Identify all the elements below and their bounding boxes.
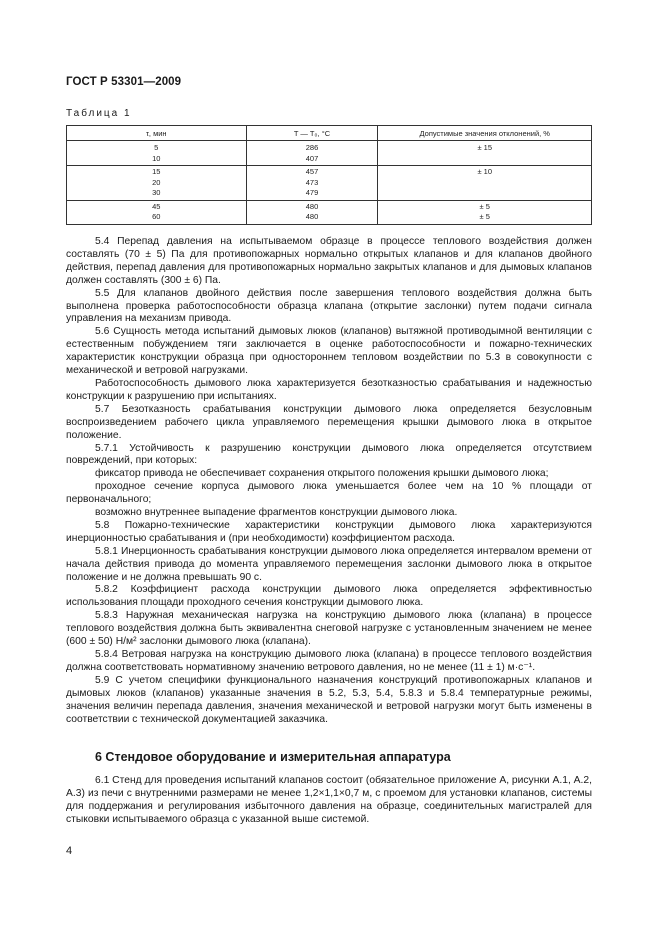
paragraph-5-4: 5.4 Перепад давления на испытываемом образце в процессе теплового воздействия должен составлять (70 ± 5) Па для противопожарных нормально открытых клапанов и для клапанов двойного действия, перепад давления для противопожарных нормально закрытых клапанов и для дымовых клапанов должен составлять (300 ± 6) Па. (66, 236, 592, 286)
table-cell-tau: 45 60 (67, 200, 247, 224)
paragraph-5-7-1: 5.7.1 Устойчивость к разрушению конструкции дымового люка определяется отсутствием повреждений, при которых: (66, 442, 592, 467)
list-item: проходное сечение корпуса дымового люка уменьшается более чем на 10 % площади от первоначального; (66, 481, 592, 506)
table-cell-temperature: 286 407 (246, 141, 378, 166)
table-cell-tau: 5 10 (67, 141, 247, 166)
table-row (67, 166, 592, 201)
table-cell-deviation: ± 15 (378, 141, 592, 166)
document-header: ГОСТ Р 53301—2009 (66, 76, 182, 88)
paragraph-5-8-3: 5.8.3 Наружная механическая нагрузка на конструкцию дымового люка (клапана) в процессе теплового воздействия должна быть эквивалентна снеговой нагрузке с установленным значением не менее (600 ± 50) Н/м² заслонки дымового люка (клапана). (66, 610, 592, 648)
paragraph-5-8-2: 5.8.2 Коэффициент расхода конструкции дымового люка определяется эффективностью использования площади проходного сечения конструкции дымового люка. (66, 584, 592, 609)
section-heading: 6 Стендовое оборудование и измерительная аппаратура (95, 750, 451, 764)
list-item: фиксатор привода не обеспечивает сохранения открытого положения крышки дымового люка; (95, 468, 549, 480)
deviation-table (66, 125, 592, 225)
column-header-deviation: Допустимые значения отклонений, % (378, 126, 592, 141)
paragraph-5-8-1: 5.8.1 Инерционность срабатывания конструкции дымового люка определяется интервалом времени от начала действия привода до момента управляемого перемещения заслонки дымового люка в открытое положение и не должна превышать 90 с. (66, 545, 592, 583)
paragraph-reliability: Работоспособность дымового люка характеризуется безотказностью срабатывания и надежностью конструкции к разрушению при испытаниях. (66, 377, 592, 402)
column-header-temperature: T — T₀, °С (246, 126, 378, 141)
table-cell-tau: 15 20 30 (67, 166, 247, 201)
body-text (66, 236, 592, 726)
table-cell-deviation: ± 5 ± 5 (378, 200, 592, 224)
table-row (67, 141, 592, 166)
section-6-text (66, 775, 592, 827)
paragraph-5-9: 5.9 С учетом специфики функционального назначения конструкций противопожарных клапанов и дымовых люков (клапанов) указанные значения в 5.2, 5.3, 5.4, 5.8.3 и 5.8.4 температурные режимы, значения величин перепада давления, значения механической и ветровой нагрузки могут быть изменены в соответствии с технической документацией заказчика. (66, 674, 592, 725)
page-number: 4 (66, 845, 73, 857)
list-item: возможно внутреннее выпадение фрагментов конструкции дымового люка. (95, 507, 458, 519)
column-header-tau: τ, мин (67, 126, 247, 141)
table-cell-temperature: 457 473 479 (246, 166, 378, 201)
table-header-row (67, 126, 592, 141)
table-cell-temperature: 480 480 (246, 200, 378, 224)
paragraph-5-8: 5.8 Пожарно-технические характеристики конструкции дымового люка характеризуются инерционностью срабатывания и (при необходимости) коэффициентом расхода. (66, 519, 592, 544)
paragraph-5-6: 5.6 Сущность метода испытаний дымовых люков (клапанов) вытяжной противодымной вентиляции с естественным побуждением тяги заключается в оценке работоспособности и пожарно-технических характеристик конструкции образца при одностороннем тепловом воздействии по 5.3 в совокупности с механической и ветровой нагрузками. (66, 326, 592, 377)
table-cell-deviation: ± 10 (378, 166, 592, 201)
paragraph-5-7: 5.7 Безотказность срабатывания конструкции дымового люка определяется безусловным воспроизведением рабочего цикла управляемого перемещения крышки дымового люка в открытое положение. (66, 403, 592, 441)
table-row (67, 200, 592, 224)
paragraph-6-1: 6.1 Стенд для проведения испытаний клапанов состоит (обязательное приложение А, рисунки А.1, А.2, А.3) из печи с внутренними размерами не менее 1,2×1,1×0,7 м, с проемом для установки клапанов, системы для поддержания и регулирования избыточного давления на образце, соединительных магистралей для стыковки испытываемого образца с указанной выше системой. (66, 775, 592, 825)
table-caption: Таблица 1 (66, 108, 132, 119)
paragraph-5-5: 5.5 Для клапанов двойного действия после завершения теплового воздействия должна быть выполнена проверка работоспособности образца клапана (открытие заслонки) путем подачи сигнала управления на механизм привода. (66, 287, 592, 325)
paragraph-5-8-4: 5.8.4 Ветровая нагрузка на конструкцию дымового люка (клапана) в процессе теплового воздействия должна соответствовать нормативному значению ветрового давления, но не менее (11 ± 1) м·с⁻¹. (66, 649, 592, 673)
